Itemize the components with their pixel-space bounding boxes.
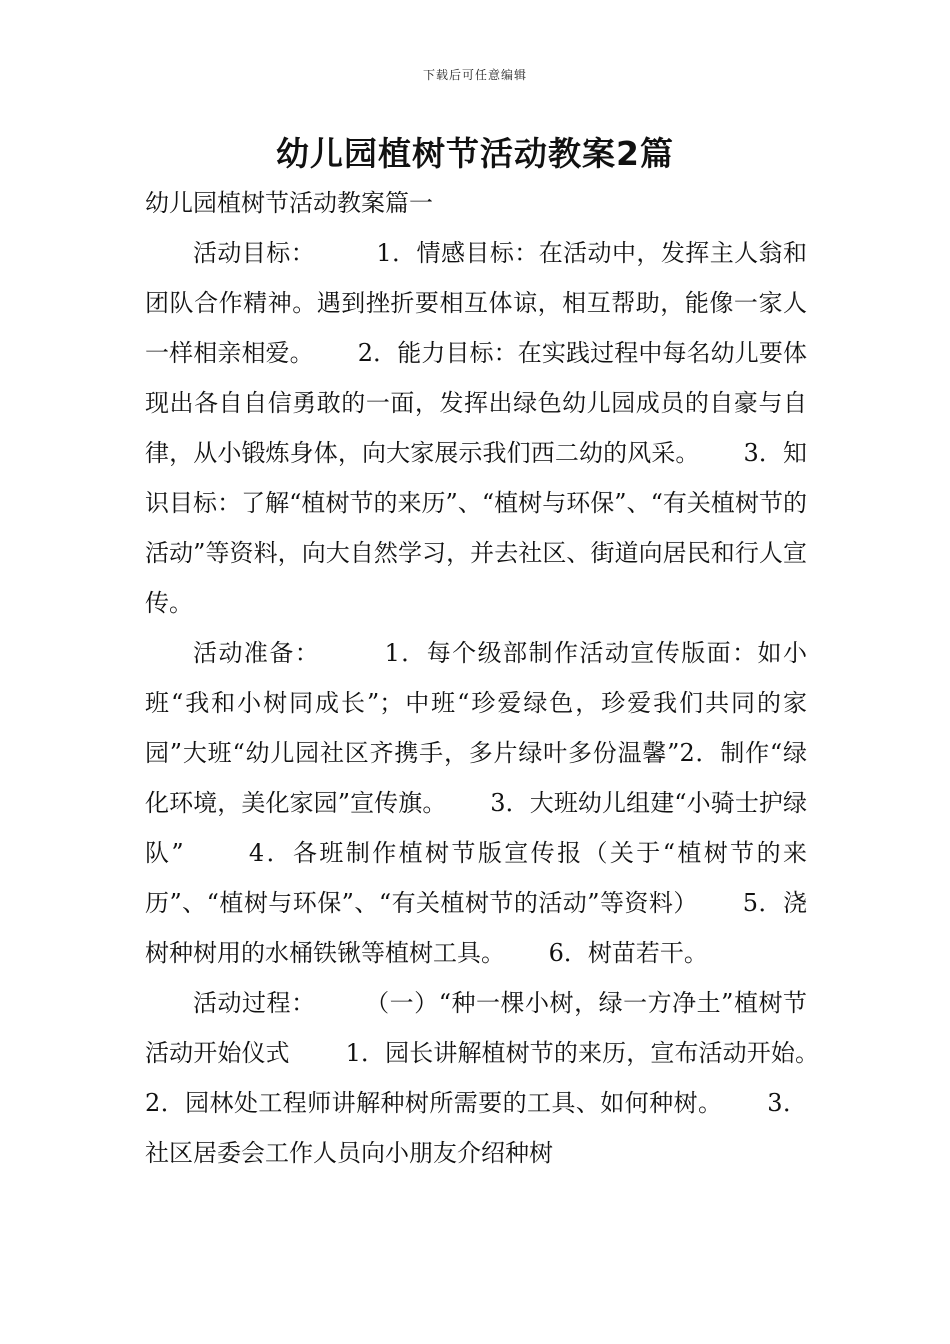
document-body [145, 178, 863, 1178]
paragraph-activity-process: 活动过程： （一）“种一棵小树，绿一方净土”植树节活动开始仪式 1．园长讲解植树节的来历，宣布活动开始。 2．园林处工程师讲解种树所需要的工具、如何种树。 3．社区居委会工作人员向小朋友介绍种树 [145, 989, 863, 1167]
header-note: 下载后可任意编辑 [422, 68, 527, 82]
document-title: 幼儿园植树节活动教案2篇 [276, 134, 674, 173]
paragraph-activity-preparation: 活动准备： 1．每个级部制作活动宣传版面：如小班“我和小树同成长”；中班“珍爱绿色，珍爱我们共同的家园”大班“幼儿园社区齐携手，多片绿叶多份温馨”2．制作“绿化环境，美化家园”宣传旗。 3．大班幼儿组建“小骑士护绿队” 4．各班制作植树节版宣传报（关于“植树节的来历”、“植树与环保”、“有关植树节的活动”等资料） 5．浇树种树用的水桶铁锹等植树工具。 6．树苗若干。 [145, 639, 807, 967]
paragraph-activity-goals: 活动目标： 1．情感目标：在活动中，发挥主人翁和团队合作精神。遇到挫折要相互体谅，相互帮助，能像一家人一样相亲相爱。 2．能力目标：在实践过程中每名幼儿要体现出各自自信勇敢的一面，发挥出绿色幼儿园成员的自豪与自律，从小锻炼身体，向大家展示我们西二幼的风采。 3．知识目标：了解“植树节的来历”、“植树与环保”、“有关植树节的活动”等资料，向大自然学习，并去社区、街道向居民和行人宣传。 [145, 239, 807, 617]
section-subtitle: 幼儿园植树节活动教案篇一 [145, 189, 433, 217]
